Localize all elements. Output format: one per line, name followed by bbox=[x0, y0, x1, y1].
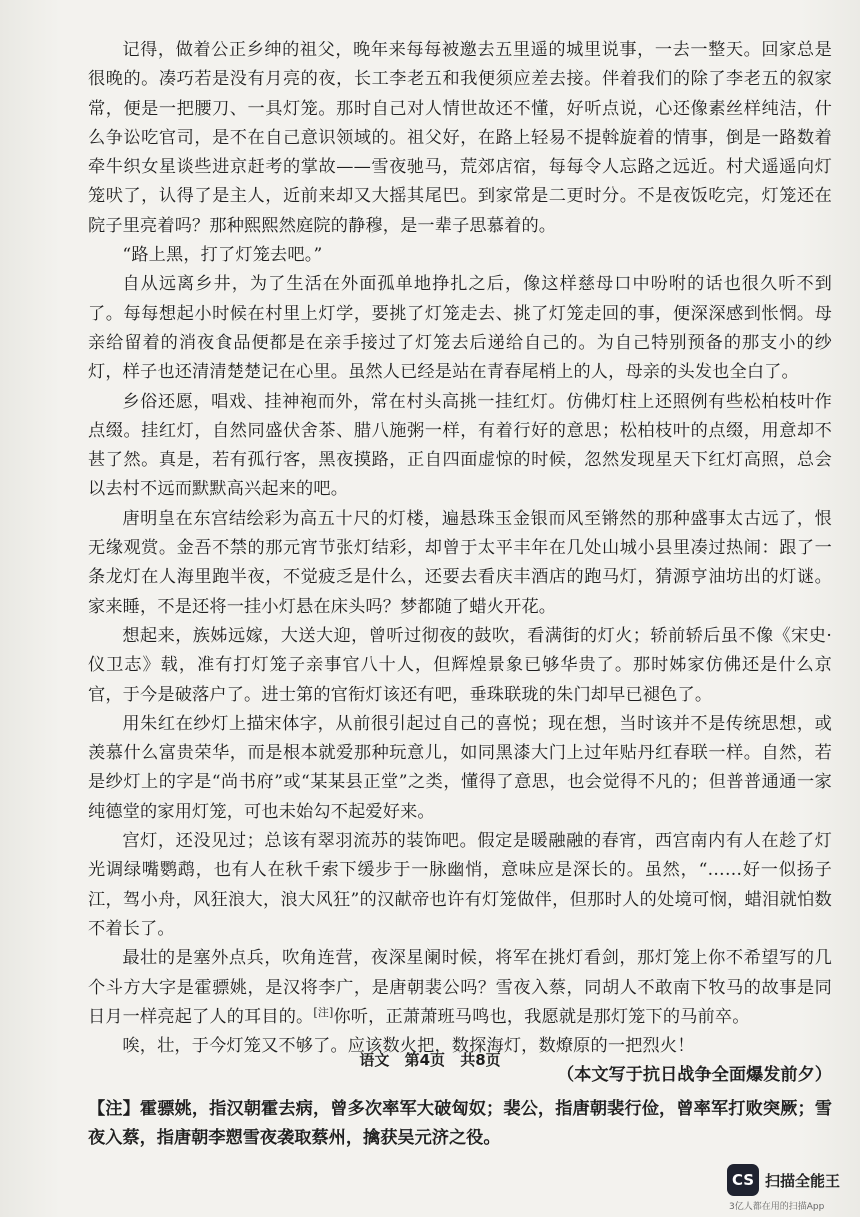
article-body bbox=[88, 36, 832, 1153]
paragraph-5: 唐明皇在东宫结绘彩为高五十尺的灯楼，遍悬珠玉金银而风至锵然的那种盛事太古远了，恨无缘观赏。金吾不禁的那元宵节张灯结彩，却曾于太平丰年在几处山城小县里凑过热闹：跟了一条龙灯在人海里跑半夜，不觉疲乏是什么，还要去看庆丰酒店的跑马灯，猜源亨油坊出的灯谜。家来睡，不是还将一挂小灯悬在床头吗？梦都随了蜡火开花。 bbox=[88, 508, 832, 617]
paragraph-10: 唉，壮，于今灯笼又不够了。应该数火把，数探海灯，数燎原的一把烈火！ bbox=[122, 1036, 695, 1057]
footer-subject: 语文 bbox=[359, 1051, 390, 1069]
paragraph-7: 用朱红在纱灯上描宋体字，从前很引起过自己的喜悦；现在想，当时该并不是传统思想，或羡慕什么富贵荣华，而是根本就爱那种玩意儿，如同黑漆大门上过年贴丹红春联一样。自然，若是纱灯上的字是“尚书府”或“某某县正堂”之类，懂得了意思，也会觉得不凡的；但普普通通一家纯德堂的家用灯笼，可也未始勾不起爱好来。 bbox=[88, 713, 832, 822]
annotation-text: 霍骠姚，指汉朝霍去病，曾多次率军大破匈奴；裴公，指唐朝裴行俭，曾率军打败突厥；雪夜入蔡，指唐朝李愬雪夜袭取蔡州，擒获吴元济之役。 bbox=[88, 1098, 832, 1148]
paragraph-6: 想起来，族姊远嫁，大送大迎，曾听过彻夜的鼓吹，看满街的灯火；轿前轿后虽不像《宋史·仪卫志》载，准有打灯笼子亲事官八十人，但辉煌景象已够华贵了。那时姊家仿佛还是什么京官，于今是破落户了。进士第的官衔灯该还有吧，垂珠联珑的朱门却早已褪色了。 bbox=[88, 625, 832, 705]
paragraph-9-tail: 你听，正萧萧班马鸣也，我愿就是那灯笼下的马前卒。 bbox=[333, 1006, 750, 1027]
paragraph-9-text: 最壮的是塞外点兵，吹角连营，夜深星阑时候，将军在挑灯看剑，那灯笼上你不希望写的几个斗方大字是霍骠姚，是汉将李广，是唐朝裴公吗？雪夜入蔡，同胡人不敢南下牧马的故事是同日月一样亮起了人的耳目的。 bbox=[88, 948, 832, 1027]
annotation bbox=[88, 1095, 832, 1154]
scanner-watermark bbox=[727, 1164, 840, 1212]
scanner-tagline: 3亿人都在用的扫描App bbox=[728, 1202, 825, 1212]
paragraph-8: 宫灯，还没见过；总该有翠羽流苏的装饰吧。假定是暖融融的春宵，西宫南内有人在趁了灯光调绿嘴鹦鹉，也有人在秋千索下缓步于一脉幽悄，意味应是深长的。虽然，“……好一似扬子江，驾小舟，风狂浪大，浪大风狂”的汉献帝也许有灯笼做伴，但那时人的处境可悯，蜡泪就怕数不着长了。 bbox=[88, 831, 832, 939]
paragraph-3: 自从远离乡井，为了生活在外面孤单地挣扎之后，像这样慈母口中吩咐的话也很久听不到了。每每想起小时候在村里上灯学，要挑了灯笼走去、挑了灯笼走回的事，便深深感到怅惘。母亲给留着的消夜食品便都是在亲手接过了灯笼去后递给自己的。为自己特别预备的那支小的纱灯，样子也还清清楚楚记在心里。虽然人已经是站在青春尾梢上的人，母亲的头发也全白了。 bbox=[88, 274, 832, 383]
camscanner-logo-icon: CS bbox=[727, 1164, 759, 1196]
scanner-app-name: 扫描全能王 bbox=[764, 1171, 840, 1190]
note-reference: [注] bbox=[313, 1005, 334, 1019]
footer-page-number: 第4页 bbox=[404, 1051, 445, 1069]
paragraph-1: 记得，做着公正乡绅的祖父，晚年来每每被邀去五里遥的城里说事，一去一整天。回家总是很晚的。凑巧若是没有月亮的夜，长工李老五和我便须应差去接。伴着我们的除了李老五的叙家常，便是一把腰刀、一具灯笼。那时自己对人情世故还不懂，好听点说，心还像素丝样纯洁，什么争讼吃官司，是不在自己意识领域的。祖父好，在路上轻易不提斡旋着的情事，倒是一路数着牵牛织女星谈些进京赶考的掌故——雪夜驰马，荒郊店宿，每每令人忘路之远近。村犬遥遥向灯笼吠了，认得了是主人，近前来却又大摇其尾巴。到家常是二更时分。不是夜饭吃完，灯笼还在院子里亮着吗？那种熙熙然庭院的静穆，是一辈子思慕着的。 bbox=[88, 40, 832, 236]
annotation-label: 【注】 bbox=[88, 1098, 140, 1119]
paragraph-9 bbox=[88, 944, 832, 1032]
page-footer bbox=[0, 1049, 860, 1070]
writing-date-note: （本文写于抗日战争全面爆发前夕） bbox=[556, 1065, 832, 1086]
paragraph-2: “路上黑，打了灯笼去吧。” bbox=[122, 245, 323, 266]
footer-total-pages: 共8页 bbox=[460, 1051, 501, 1069]
paragraph-4: 乡俗还愿，唱戏、挂神袍而外，常在村头高挑一挂红灯。仿佛灯柱上还照例有些松柏枝叶作点缀。挂红灯，自然同盛伏舍茶、腊八施粥一样，有着行好的意思；松柏枝叶的点缀，用意却不甚了然。真是，若有孤行客，黑夜摸路，正自四面虚惊的时候，忽然发现星天下红灯高照，总会以去村不远而默默高兴起来的吧。 bbox=[88, 391, 832, 500]
